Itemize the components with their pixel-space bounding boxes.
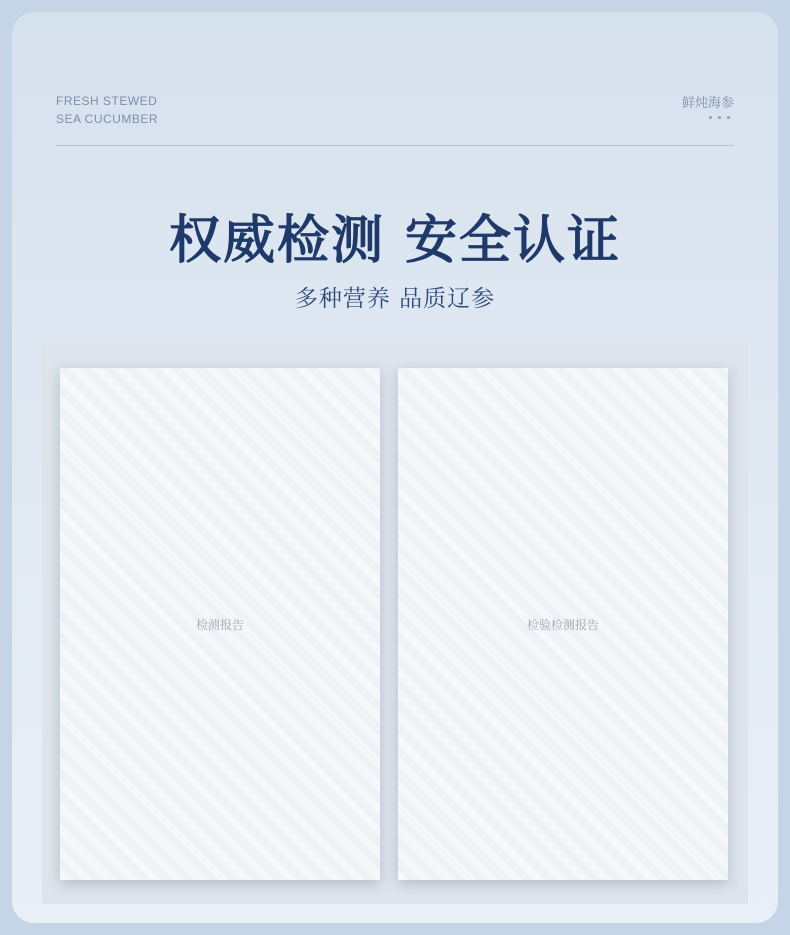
brand-chinese: 鲜炖海参 — [681, 96, 734, 111]
subline: 多种营养 品质辽参 — [294, 286, 496, 312]
page-card — [12, 12, 778, 923]
headline: 权威检测 安全认证 — [168, 211, 622, 271]
document-placeholder: 检验检测报告 — [398, 368, 728, 880]
divider — [56, 145, 734, 146]
sgs-report-document — [60, 368, 380, 880]
document-placeholder: 检测报告 — [60, 368, 380, 880]
brand-english — [56, 92, 158, 128]
gttc-report-document — [398, 368, 728, 880]
documents-frame — [42, 344, 748, 904]
dots-icon — [709, 116, 730, 119]
brand-english-line-2: SEA CUCUMBER — [56, 112, 159, 126]
brand-english-line-1: FRESH STEWED — [56, 94, 158, 108]
